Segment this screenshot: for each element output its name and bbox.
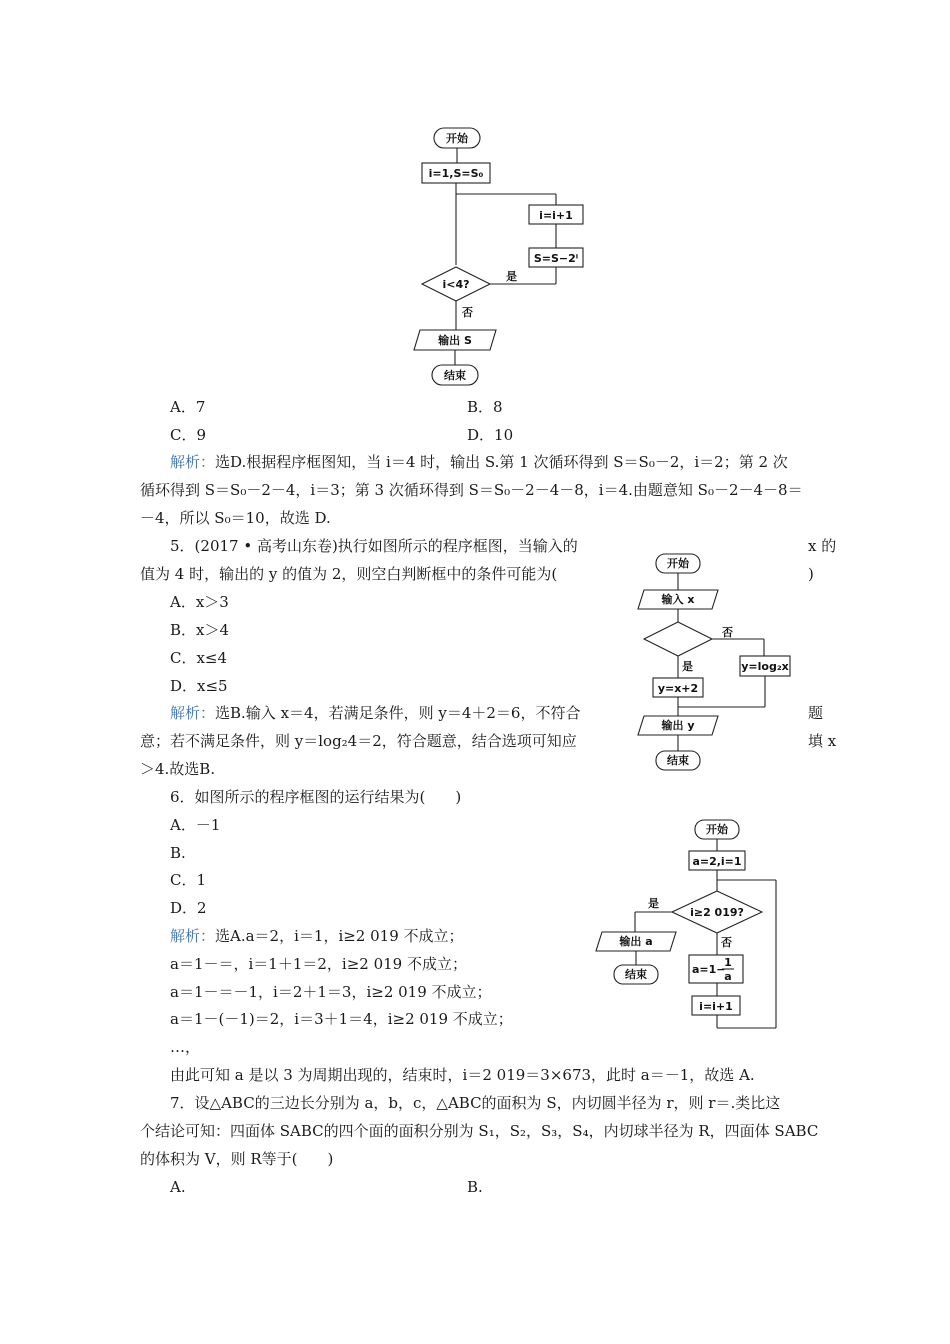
flow3-cond-text: i≥2 019? bbox=[690, 906, 744, 919]
q6-option-c: C．1 bbox=[170, 871, 207, 889]
flow3-start-text: 开始 bbox=[706, 823, 728, 836]
q5-solution-text1: 选B.输入 x＝4，若满足条件，则 y＝4＋2＝6，不符合 bbox=[215, 704, 581, 722]
q4-option-a: A．7 bbox=[170, 398, 206, 416]
flow3-no-label: 否 bbox=[721, 936, 732, 949]
q5-option-d: D．x≤5 bbox=[170, 677, 228, 695]
q4-option-d: D．10 bbox=[467, 426, 514, 444]
q4-option-c: C．9 bbox=[170, 426, 207, 444]
q5-option-b: B．x＞4 bbox=[170, 621, 230, 639]
flow1-update-text: S=S−2ⁱ bbox=[533, 252, 579, 265]
flow2-log-text: y=log₂x bbox=[741, 660, 789, 673]
flow1-inc-text: i=i+1 bbox=[539, 209, 573, 222]
flow2-cond-diamond bbox=[644, 622, 712, 656]
q5-solution-line1 bbox=[170, 703, 580, 723]
q4-solution-line1 bbox=[170, 452, 788, 472]
q4-solution-text1: 选D.根据程序框图知，当 i＝4 时，输出 S.第 1 次循环得到 S＝S₀－2，i＝2；第 2 次 bbox=[215, 453, 788, 471]
q7-stem-line1: 7．设△ABC的三边长分别为 a，b，c，△ABC的面积为 S，内切圆半径为 r，则 r＝.类比这 bbox=[170, 1094, 781, 1112]
q6-solution-line6: 由此可知 a 是以 3 为周期出现的，结束时，i＝2 019＝3×673，此时 a＝－1，故选 A. bbox=[170, 1066, 755, 1084]
q7-option-a: A. bbox=[170, 1178, 186, 1196]
flow3-init-text: a=2,i=1 bbox=[692, 855, 742, 868]
q7-stem-line2: 个结论可知：四面体 SABC的四个面的面积分别为 S₁，S₂，S₃，S₄，内切球半径为 R，四面体 SABC bbox=[140, 1122, 819, 1140]
flow1-no-label: 否 bbox=[462, 306, 473, 319]
flow3-end-text: 结束 bbox=[625, 968, 647, 981]
q5-stem-line2: 值为 4 时，输出的 y 的值为 2，则空白判断框中的条件可能为( bbox=[140, 565, 558, 583]
flow1-cond-text: i<4? bbox=[442, 278, 470, 291]
q6-solution-line5: …， bbox=[170, 1038, 201, 1056]
flow2-output-text: 输出 y bbox=[661, 719, 695, 732]
flow1-yes-label: 是 bbox=[506, 270, 517, 283]
flow3-frac-num: 1 bbox=[724, 956, 732, 969]
q4-jiexi-label: 解析： bbox=[170, 453, 216, 471]
q5-stem-line1: 5．(2017 • 高考山东卷)执行如图所示的程序框图，当输入的 bbox=[170, 537, 578, 555]
q6-option-b: B. bbox=[170, 844, 186, 862]
flow3-inc-text: i=i+1 bbox=[699, 1000, 733, 1013]
flow3-frac-den: a bbox=[724, 970, 732, 983]
flow1-start-text: 开始 bbox=[446, 132, 468, 145]
q6-solution-line1 bbox=[170, 926, 464, 946]
q4-solution-line2: 循环得到 S＝S₀－2－4，i＝3；第 3 次循环得到 S＝S₀－2－4－8，i＝4.由题意知 S₀－2－4－8＝ bbox=[140, 481, 803, 499]
flow2-start-text: 开始 bbox=[667, 557, 689, 570]
q6-option-d: D．2 bbox=[170, 899, 207, 917]
flow1-output-text: 输出 S bbox=[438, 334, 472, 347]
q6-option-a: A．－1 bbox=[170, 816, 221, 834]
q6-solution-text1: 选A.a＝2，i＝1，i≥2 019 不成立； bbox=[215, 927, 464, 945]
flow1-init-text: i=1,S=S₀ bbox=[428, 167, 484, 180]
q5-stem-line2-end: ) bbox=[808, 565, 814, 583]
q5-solution-line2-end: 填 x bbox=[808, 732, 837, 750]
q5-option-c: C．x≤4 bbox=[170, 649, 228, 667]
q6-stem: 6．如图所示的程序框图的运行结果为( ) bbox=[170, 788, 462, 806]
flow2-yes-label: 是 bbox=[682, 660, 693, 673]
q5-solution-line1-end: 题 bbox=[808, 704, 824, 722]
q7-option-b: B. bbox=[467, 1178, 483, 1196]
q4-option-b: B．8 bbox=[467, 398, 503, 416]
q6-solution-line4: a＝1－(－1)＝2，i＝3＋1＝4，i≥2 019 不成立； bbox=[170, 1010, 513, 1028]
flow3-update-lhs: a=1− bbox=[692, 963, 726, 976]
flow3-output-text: 输出 a bbox=[619, 935, 653, 948]
q5-stem-line1-end: x 的 bbox=[808, 537, 837, 555]
q5-option-a: A．x＞3 bbox=[170, 593, 229, 611]
q5-jiexi-label: 解析： bbox=[170, 704, 216, 722]
q6-solution-line3: a＝1－＝－1，i＝2＋1＝3，i≥2 019 不成立； bbox=[170, 983, 492, 1001]
q5-solution-line3: ＞4.故选B. bbox=[140, 760, 216, 778]
q6-solution-line2: a＝1－＝，i＝1＋1＝2，i≥2 019 不成立； bbox=[170, 955, 467, 973]
q6-jiexi-label: 解析： bbox=[170, 927, 216, 945]
flow3-yes-label: 是 bbox=[648, 897, 659, 910]
flow2-end-text: 结束 bbox=[667, 754, 689, 767]
q5-solution-line2: 意；若不满足条件，则 y＝log₂4＝2，符合题意，结合选项可知应 bbox=[140, 732, 577, 750]
flow2-plus-text: y=x+2 bbox=[657, 682, 699, 695]
flow2-input-text: 输入 x bbox=[661, 593, 695, 606]
flow1-end-text: 结束 bbox=[444, 369, 466, 382]
q7-stem-line3: 的体积为 V，则 R等于( ) bbox=[140, 1150, 334, 1168]
flow2-no-label: 否 bbox=[722, 626, 733, 639]
q4-solution-line3: －4，所以 S₀＝10，故选 D. bbox=[140, 509, 331, 527]
